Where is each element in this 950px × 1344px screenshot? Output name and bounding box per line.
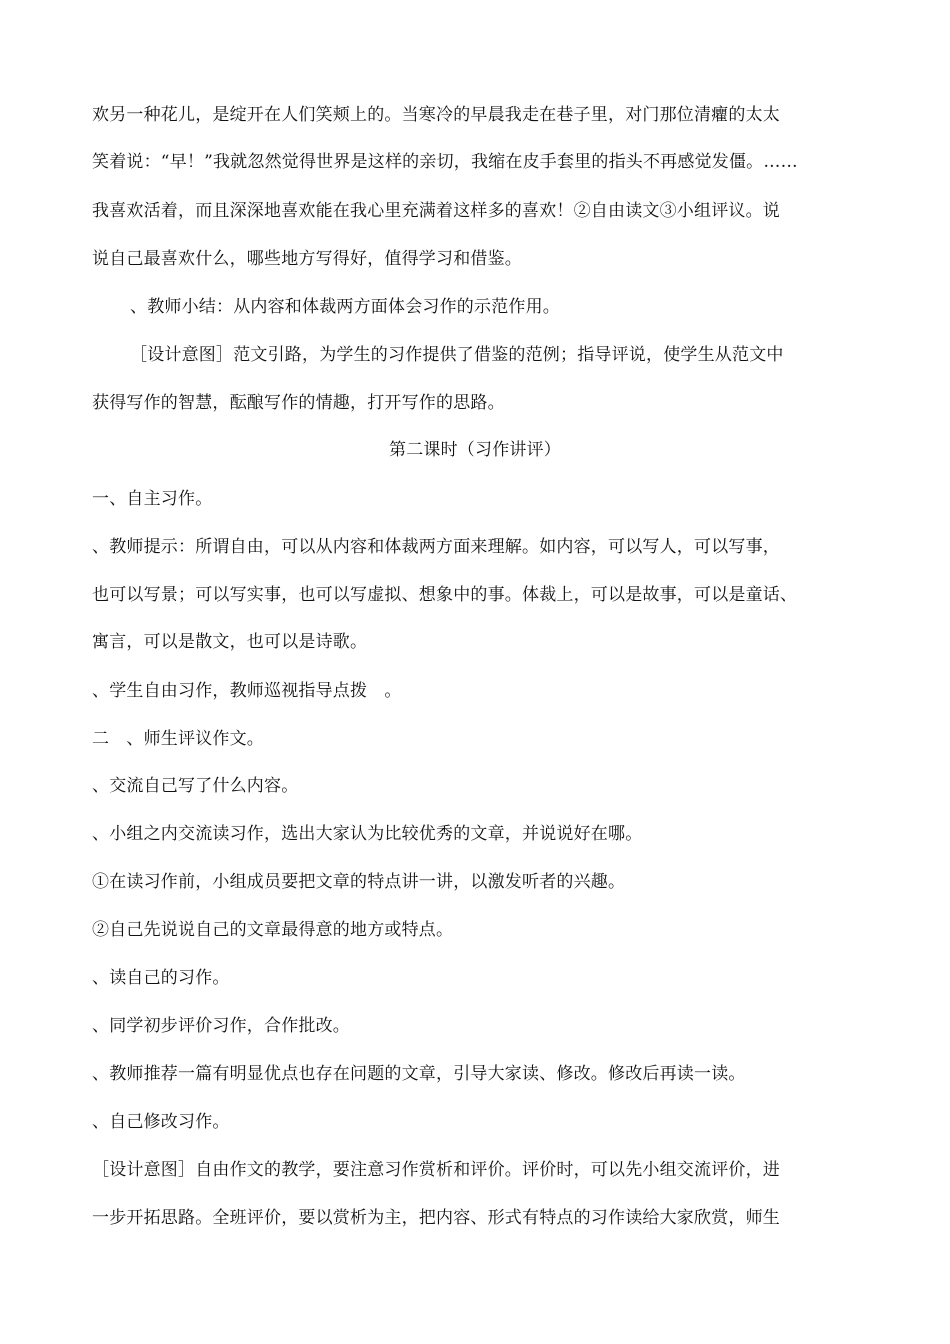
text-line-16: 、小组之内交流读习作，选出大家认为比较优秀的文章，并说说好在哪。 [92, 824, 643, 844]
text-line-21: 、教师推荐一篇有明显优点也存在问题的文章，引导大家读、修改。修改后再读一读。 [92, 1064, 746, 1084]
text-line-14: 二 、师生评议作文。 [92, 729, 264, 749]
text-line-5: 、教师小结：从内容和体裁两方面体会习作的示范作用。 [130, 297, 560, 317]
text-line-4: 说自己最喜欢什么，哪些地方写得好，值得学习和借鉴。 [92, 249, 522, 269]
text-line-19: 、读自己的习作。 [92, 968, 230, 988]
text-line-23: ［设计意图］自由作文的教学，要注意习作赏析和评价。评价时，可以先小组交流评价，进 [92, 1160, 780, 1180]
text-line-6: ［设计意图］范文引路，为学生的习作提供了借鉴的范例；指导评说，使学生从范文中 [130, 345, 784, 365]
text-line-12: 寓言，可以是散文，也可以是诗歌。 [92, 632, 368, 652]
text-line-22: 、自己修改习作。 [92, 1112, 230, 1132]
text-line-1: 欢另一种花儿，是绽开在人们笑颊上的。当寒冷的早晨我走在巷子里，对门那位清癯的太太 [92, 105, 780, 125]
text-line-18: ②自己先说说自己的文章最得意的地方或特点。 [92, 920, 454, 940]
section-heading: 第二课时（习作讲评） [389, 440, 561, 460]
text-line-2: 笑着说：“早！”我就忽然觉得世界是这样的亲切，我缩在皮手套里的指头不再感觉发僵。…… [92, 152, 798, 172]
text-line-10: 、教师提示：所谓自由，可以从内容和体裁两方面来理解。如内容，可以写人，可以写事， [92, 537, 780, 557]
text-line-11: 也可以写景；可以写实事，也可以写虚拟、想象中的事。体裁上，可以是故事，可以是童话、 [92, 585, 798, 605]
text-line-17: ①在读习作前，小组成员要把文章的特点讲一讲，以激发听者的兴趣。 [92, 872, 626, 892]
text-line-13: 、学生自由习作，教师巡视指导点拨 。 [92, 681, 402, 701]
text-line-7: 获得写作的智慧，酝酿写作的情趣，打开写作的思路。 [92, 393, 505, 413]
text-line-9: 一、自主习作。 [92, 489, 213, 509]
text-line-15: 、交流自己写了什么内容。 [92, 776, 299, 796]
text-line-3: 我喜欢活着，而且深深地喜欢能在我心里充满着这样多的喜欢！②自由读文③小组评议。说 [92, 201, 780, 221]
text-line-20: 、同学初步评价习作，合作批改。 [92, 1016, 350, 1036]
text-line-24: 一步开拓思路。全班评价，要以赏析为主，把内容、形式有特点的习作读给大家欣赏，师生 [92, 1208, 780, 1228]
